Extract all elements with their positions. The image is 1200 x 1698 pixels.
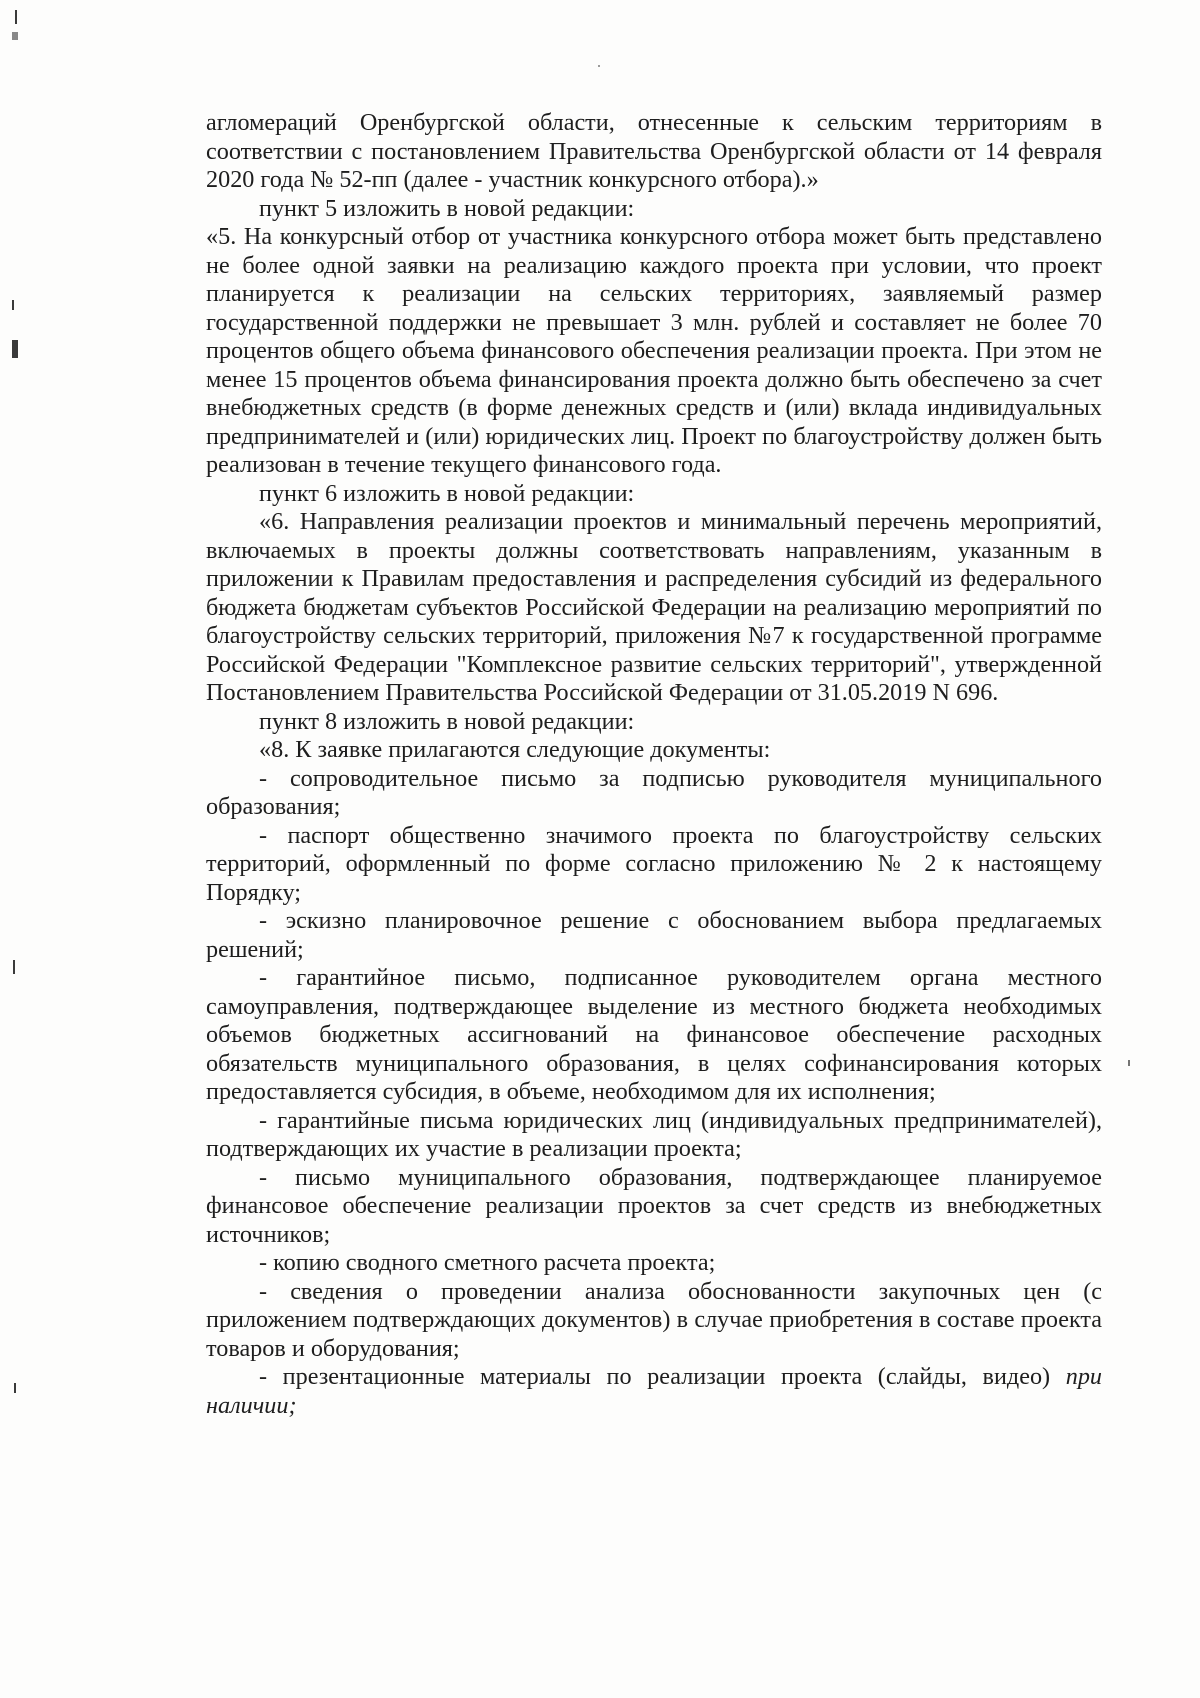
scan-speck bbox=[15, 10, 17, 24]
scan-speck bbox=[14, 1383, 16, 1393]
scan-speck bbox=[12, 32, 18, 40]
paragraph-point5-heading: пункт 5 изложить в новой редакции: bbox=[259, 194, 635, 222]
list-item: - гарантийное письмо, подписанное руководителем органа местного самоуправления, подтверждающее выделение из местного бюджета необходимых объемов бюджетных ассигнований на финансовое обеспечение расходных обязательств муниципального образования, в целях софинансирования которых предоставляется субсидия, в объеме, необходимом для их исполнения; bbox=[206, 964, 1102, 1105]
list-item: - гарантийные письма юридических лиц (индивидуальных предпринимателей), подтверждающих их участие в реализации проекта; bbox=[206, 1106, 1102, 1162]
scan-speck bbox=[12, 340, 18, 358]
list-item: - сведения о проведении анализа обоснованности закупочных цен (с приложением подтверждающих документов) в случае приобретения в составе проекта товаров и оборудования; bbox=[206, 1277, 1102, 1362]
list-item-text: - презентационные материалы по реализации проекта (слайды, видео) bbox=[259, 1363, 1066, 1390]
document-body bbox=[206, 109, 1102, 1420]
scan-speck bbox=[12, 300, 14, 310]
list-item: - эскизно планировочное решение с обоснованием выбора предлагаемых решений; bbox=[206, 907, 1102, 963]
scan-speck bbox=[1128, 1060, 1130, 1066]
scan-speck bbox=[598, 65, 600, 67]
list-item: - сопроводительное письмо за подписью руководителя муниципального образования; bbox=[206, 764, 1102, 820]
list-item: - копию сводного сметного расчета проекта; bbox=[259, 1249, 716, 1276]
list-item-italic-note: при наличии; bbox=[206, 1363, 1102, 1419]
paragraph-point6-heading: пункт 6 изложить в новой редакции: bbox=[259, 479, 635, 507]
list-item: - паспорт общественно значимого проекта по благоустройству сельских территорий, оформленный по форме согласно приложению № 2 к настоящему Порядку; bbox=[206, 821, 1102, 906]
paragraph-point5-text: «5. На конкурсный отбор от участника конкурсного отбора может быть представлено не более одной заявки на реализацию каждого проекта при условии, что проект планируется к реализации на сельских территориях, заявляемый размер государственной поддержки не превышает 3 млн. рублей и составляет не более 70 процентов общего объема финансового обеспечения реализации проекта. При этом не менее 15 процентов объема финансирования проекта должно быть обеспечено за счет внебюджетных средств (в форме денежных средств и (или) вклада индивидуальных предпринимателей и (или) юридических лиц. Проект по благоустройству должен быть реализован в течение текущего финансового года. bbox=[206, 223, 1102, 478]
list-item: - письмо муниципального образования, подтверждающее планируемое финансовое обеспечение реализации проектов за счет средств из внебюджетных источников; bbox=[206, 1163, 1102, 1248]
paragraph-point6-text: «6. Направления реализации проектов и минимальный перечень мероприятий, включаемых в проекты должны соответствовать направлениям, указанным в приложении к Правилам предоставления и распределения субсидий из федерального бюджета бюджетам субъектов Российской Федерации на реализацию мероприятий по благоустройству сельских территорий, приложения №7 к государственной программе Российской Федерации "Комплексное развитие сельских территорий", утвержденной Постановлением Правительства Российской Федерации от 31.05.2019 N 696. bbox=[206, 508, 1102, 706]
paragraph-point8-heading: пункт 8 изложить в новой редакции: bbox=[259, 707, 635, 735]
paragraph-agglomerations: агломераций Оренбургской области, отнесенные к сельским территориям в соответствии с постановлением Правительства Оренбургской области от 14 февраля 2020 года № 52-пп (далее - участник конкурсного отбора).» bbox=[206, 109, 1102, 193]
scan-speck bbox=[13, 960, 15, 974]
list-item-presentation bbox=[206, 1363, 1102, 1420]
paragraph-point8-intro: «8. К заявке прилагаются следующие документы: bbox=[259, 736, 771, 763]
